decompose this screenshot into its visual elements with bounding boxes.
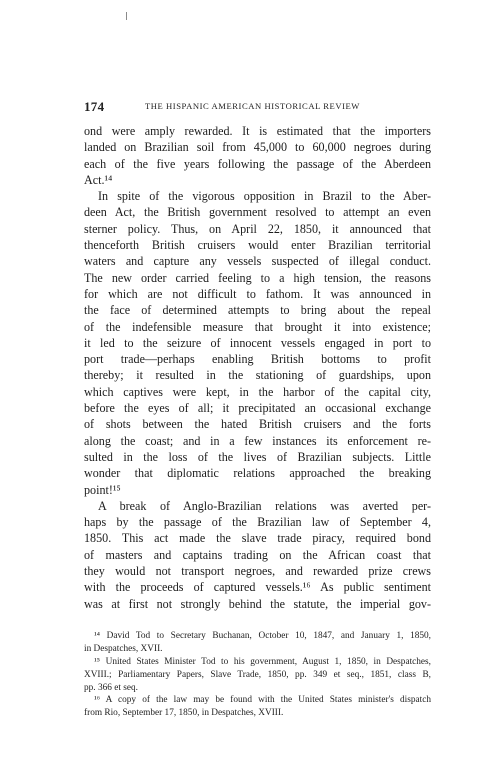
scan-mark xyxy=(126,12,127,20)
text-line: A break of Anglo-Brazilian relations was averted per- xyxy=(98,498,431,513)
text-line: of the indefensible measure that brought it into existence; xyxy=(84,319,431,334)
text-line: port trade—perhaps enabling British bottoms to profit xyxy=(84,352,431,367)
text-line: for which are not difficult to fathom. It was announced in xyxy=(84,286,431,301)
footnote-line: from Rio, September 17, 1850, in Despatches, XVIII. xyxy=(84,708,284,719)
text-line: In spite of the vigorous opposition in Brazil to the Aber- xyxy=(98,189,431,204)
footnote-line: in Despatches, XVII. xyxy=(84,643,163,654)
text-line: was at first not strongly behind the statute, the imperial gov- xyxy=(84,596,431,611)
running-head: THE HISPANIC AMERICAN HISTORICAL REVIEW xyxy=(145,101,360,111)
text-line: waters and capture any vessels suspected of illegal conduct. xyxy=(84,254,431,269)
text-line: haps by the passage of the Brazilian law of September 4, xyxy=(84,515,431,530)
text-line: 1850. This act made the slave trade piracy, required bond xyxy=(84,531,431,546)
page-header xyxy=(84,99,431,115)
text-line: ond were amply rewarded. It is estimated that the importers xyxy=(84,124,431,138)
text-line: with the proceeds of captured vessels.¹⁶ As public sentiment xyxy=(84,580,431,595)
text-line: it led to the seizure of innocent vessels engaged in port to xyxy=(84,335,431,350)
text-line: the face of determined attempts to bring about the repeal xyxy=(84,303,431,318)
footnote-line: XVIII.; Parliamentary Papers, Slave Trade, 1850, pp. 349 et seq., 1851, class B, xyxy=(84,669,431,680)
text-line: of masters and captains trading on the African coast that xyxy=(84,547,431,562)
text-line: thenceforth British cruisers would enter Brazilian territorial xyxy=(84,238,431,253)
text-line: which captives were kept, in the harbor of the capital city, xyxy=(84,384,431,399)
footnotes xyxy=(84,630,431,720)
footnote-line: ¹⁴ David Tod to Secretary Buchanan, October 10, 1847, and January 1, 1850, xyxy=(94,631,431,641)
footnote-line: pp. 366 et seq. xyxy=(84,682,138,693)
footnote-line: ¹⁶ A copy of the law may be found with the United States minister's dispatch xyxy=(94,695,431,706)
body-text xyxy=(84,123,431,612)
text-line: wonder that diplomatic relations approached the breaking xyxy=(84,466,431,481)
text-line: deen Act, the British government resolved to attempt an even xyxy=(84,205,431,220)
text-line: Act.¹⁴ xyxy=(84,172,113,187)
text-line: landed on Brazilian soil from 45,000 to 60,000 negroes during xyxy=(84,140,431,155)
text-line: each of the five years following the passage of the Aberdeen xyxy=(84,156,431,171)
footnote-line: ¹⁵ United States Minister Tod to his government, August 1, 1850, in Despatches, xyxy=(94,656,431,667)
page-number: 174 xyxy=(84,99,105,114)
text-line: sulted in the loss of the lives of Brazilian subjects. Little xyxy=(84,449,431,464)
text-line: before the eyes of all; it precipitated an occasional exchange xyxy=(84,401,431,416)
text-line: sterner policy. Thus, on April 22, 1850, it announced that xyxy=(84,221,431,236)
text-line: The new order carried feeling to a high tension, the reasons xyxy=(84,270,431,285)
text-line: thereby; it resulted in the stationing of guardships, upon xyxy=(84,368,431,383)
text-line: of shots between the hated British cruisers and the forts xyxy=(84,417,431,432)
text-line: they would not transport negroes, and rewarded prize crews xyxy=(84,564,431,579)
text-line: along the coast; and in a few instances its enforcement re- xyxy=(84,433,431,448)
text-line: point!¹⁵ xyxy=(84,482,121,497)
